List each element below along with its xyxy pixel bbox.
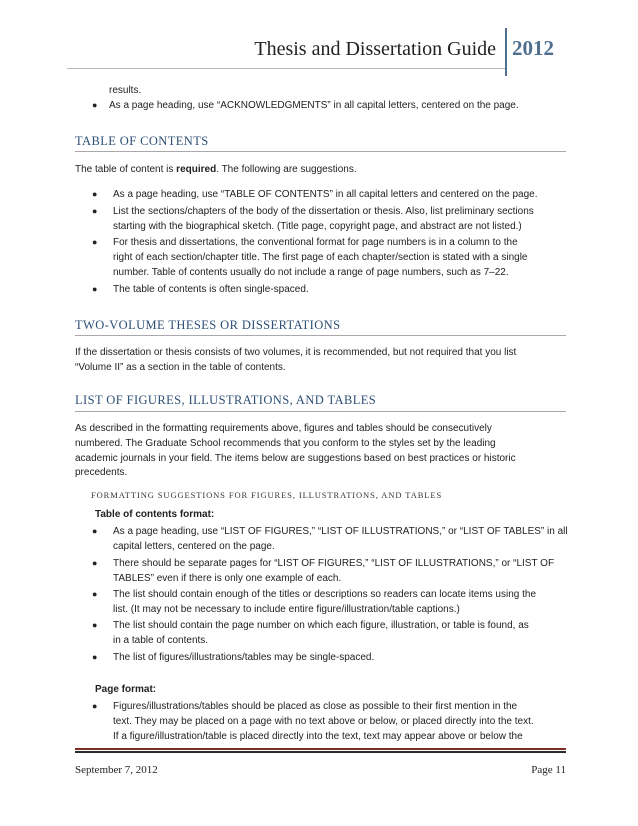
toc-lead-paragraph <box>75 162 357 177</box>
bullet-icon: ● <box>92 589 98 599</box>
bullet-icon: ● <box>92 620 98 630</box>
figures-paragraph: numbered. The Graduate School recommends that you conform to the styles set by the leading <box>75 438 496 449</box>
bullet-text: The table of contents is often single-spaced. <box>113 284 309 295</box>
section-heading-toc: TABLE OF CONTENTS <box>75 134 209 148</box>
bullet-icon: ● <box>92 206 98 216</box>
figures-paragraph: precedents. <box>75 467 128 478</box>
bullet-text: The list of figures/illustrations/tables may be single-spaced. <box>113 652 375 663</box>
header-divider <box>505 28 507 76</box>
bullet-icon: ● <box>92 284 98 294</box>
footer-date: September 7, 2012 <box>75 764 158 776</box>
bullet-text: The list should contain enough of the titles or descriptions so readers can locate items using the <box>113 589 537 600</box>
two-volume-paragraph: “Volume II” as a section in the table of contents. <box>75 362 286 373</box>
bullet-text: number. Table of contents usually do not include a range of page numbers, such as 7–22. <box>113 267 509 278</box>
bullet-text: As a page heading, use “LIST OF FIGURES,” “LIST OF ILLUSTRATIONS,” or “LIST OF TABLES” in all <box>113 526 568 537</box>
section-rule <box>75 151 566 152</box>
footer-rule-black <box>75 751 566 753</box>
bullet-text: TABLES” even if there is only one example of each. <box>113 573 342 584</box>
header-year: 2012 <box>512 36 554 60</box>
bullet-icon: ● <box>92 189 98 199</box>
bullet-text: For thesis and dissertations, the conventional format for page numbers is in a column to the <box>113 237 518 248</box>
section-heading-figures: LIST OF FIGURES, ILLUSTRATIONS, AND TABLES <box>75 393 377 407</box>
figures-paragraph: As described in the formatting requirements above, figures and tables should be consecutively <box>75 423 492 434</box>
section-rule <box>75 411 566 412</box>
toc-lead-post: . The following are suggestions. <box>216 164 357 175</box>
bullet-icon: ● <box>92 558 98 568</box>
section-heading-two-volume: TWO-VOLUME THESES OR DISSERTATIONS <box>75 318 341 332</box>
bullet-text: starting with the biographical sketch. (Title page, copyright page, and abstract are not listed.) <box>113 221 522 232</box>
continued-text: results. <box>109 85 142 96</box>
bullet-icon: ● <box>92 100 98 110</box>
bullet-text: list. (It may not be necessary to include entire figure/illustration/table captions.) <box>113 604 460 615</box>
figures-paragraph: academic journals in your field. The items below are suggestions based on best practices or historic <box>75 453 516 464</box>
toc-lead-required: required <box>176 164 217 175</box>
bullet-text: As a page heading, use “TABLE OF CONTENTS” in all capital letters and centered on the page. <box>113 189 538 200</box>
header-rule <box>67 68 505 69</box>
bullet-text: text. They may be placed on a page with no text above or below, or placed directly into the text. <box>113 716 534 727</box>
bullet-text: Figures/illustrations/tables should be placed as close as possible to their first mention in the <box>113 701 518 712</box>
bullet-text: in a table of contents. <box>113 635 209 646</box>
toc-format-label: Table of contents format: <box>95 509 215 520</box>
footer-rule-red <box>75 748 566 750</box>
bullet-text: As a page heading, use “ACKNOWLEDGMENTS” in all capital letters, centered on the page. <box>109 100 519 111</box>
bullet-icon: ● <box>92 701 98 711</box>
bullet-text: There should be separate pages for “LIST OF FIGURES,” “LIST OF ILLUSTRATIONS,” or “LIST OF <box>113 558 555 569</box>
footer-page-number: Page 11 <box>531 764 566 776</box>
section-rule <box>75 335 566 336</box>
header-title: Thesis and Dissertation Guide <box>254 38 496 60</box>
bullet-text: The list should contain the page number on which each figure, illustration, or table is found, as <box>113 620 529 631</box>
bullet-text: right of each section/chapter title. The first page of each chapter/section is stated with a single <box>113 252 528 263</box>
two-volume-paragraph: If the dissertation or thesis consists of two volumes, it is recommended, but not required that you list <box>75 347 517 358</box>
bullet-icon: ● <box>92 526 98 536</box>
subsection-heading-formatting: FORMATTING SUGGESTIONS FOR FIGURES, ILLUSTRATIONS, AND TABLES <box>91 490 443 500</box>
bullet-text: capital letters, centered on the page. <box>113 541 275 552</box>
toc-lead-pre: The table of content is <box>75 164 177 175</box>
page-format-label: Page format: <box>95 684 157 695</box>
bullet-icon: ● <box>92 652 98 662</box>
bullet-text: If a figure/illustration/table is placed directly into the text, text may appear above or below the <box>113 731 523 742</box>
bullet-icon: ● <box>92 237 98 247</box>
bullet-text: List the sections/chapters of the body of the dissertation or thesis. Also, list preliminary sections <box>113 206 534 217</box>
